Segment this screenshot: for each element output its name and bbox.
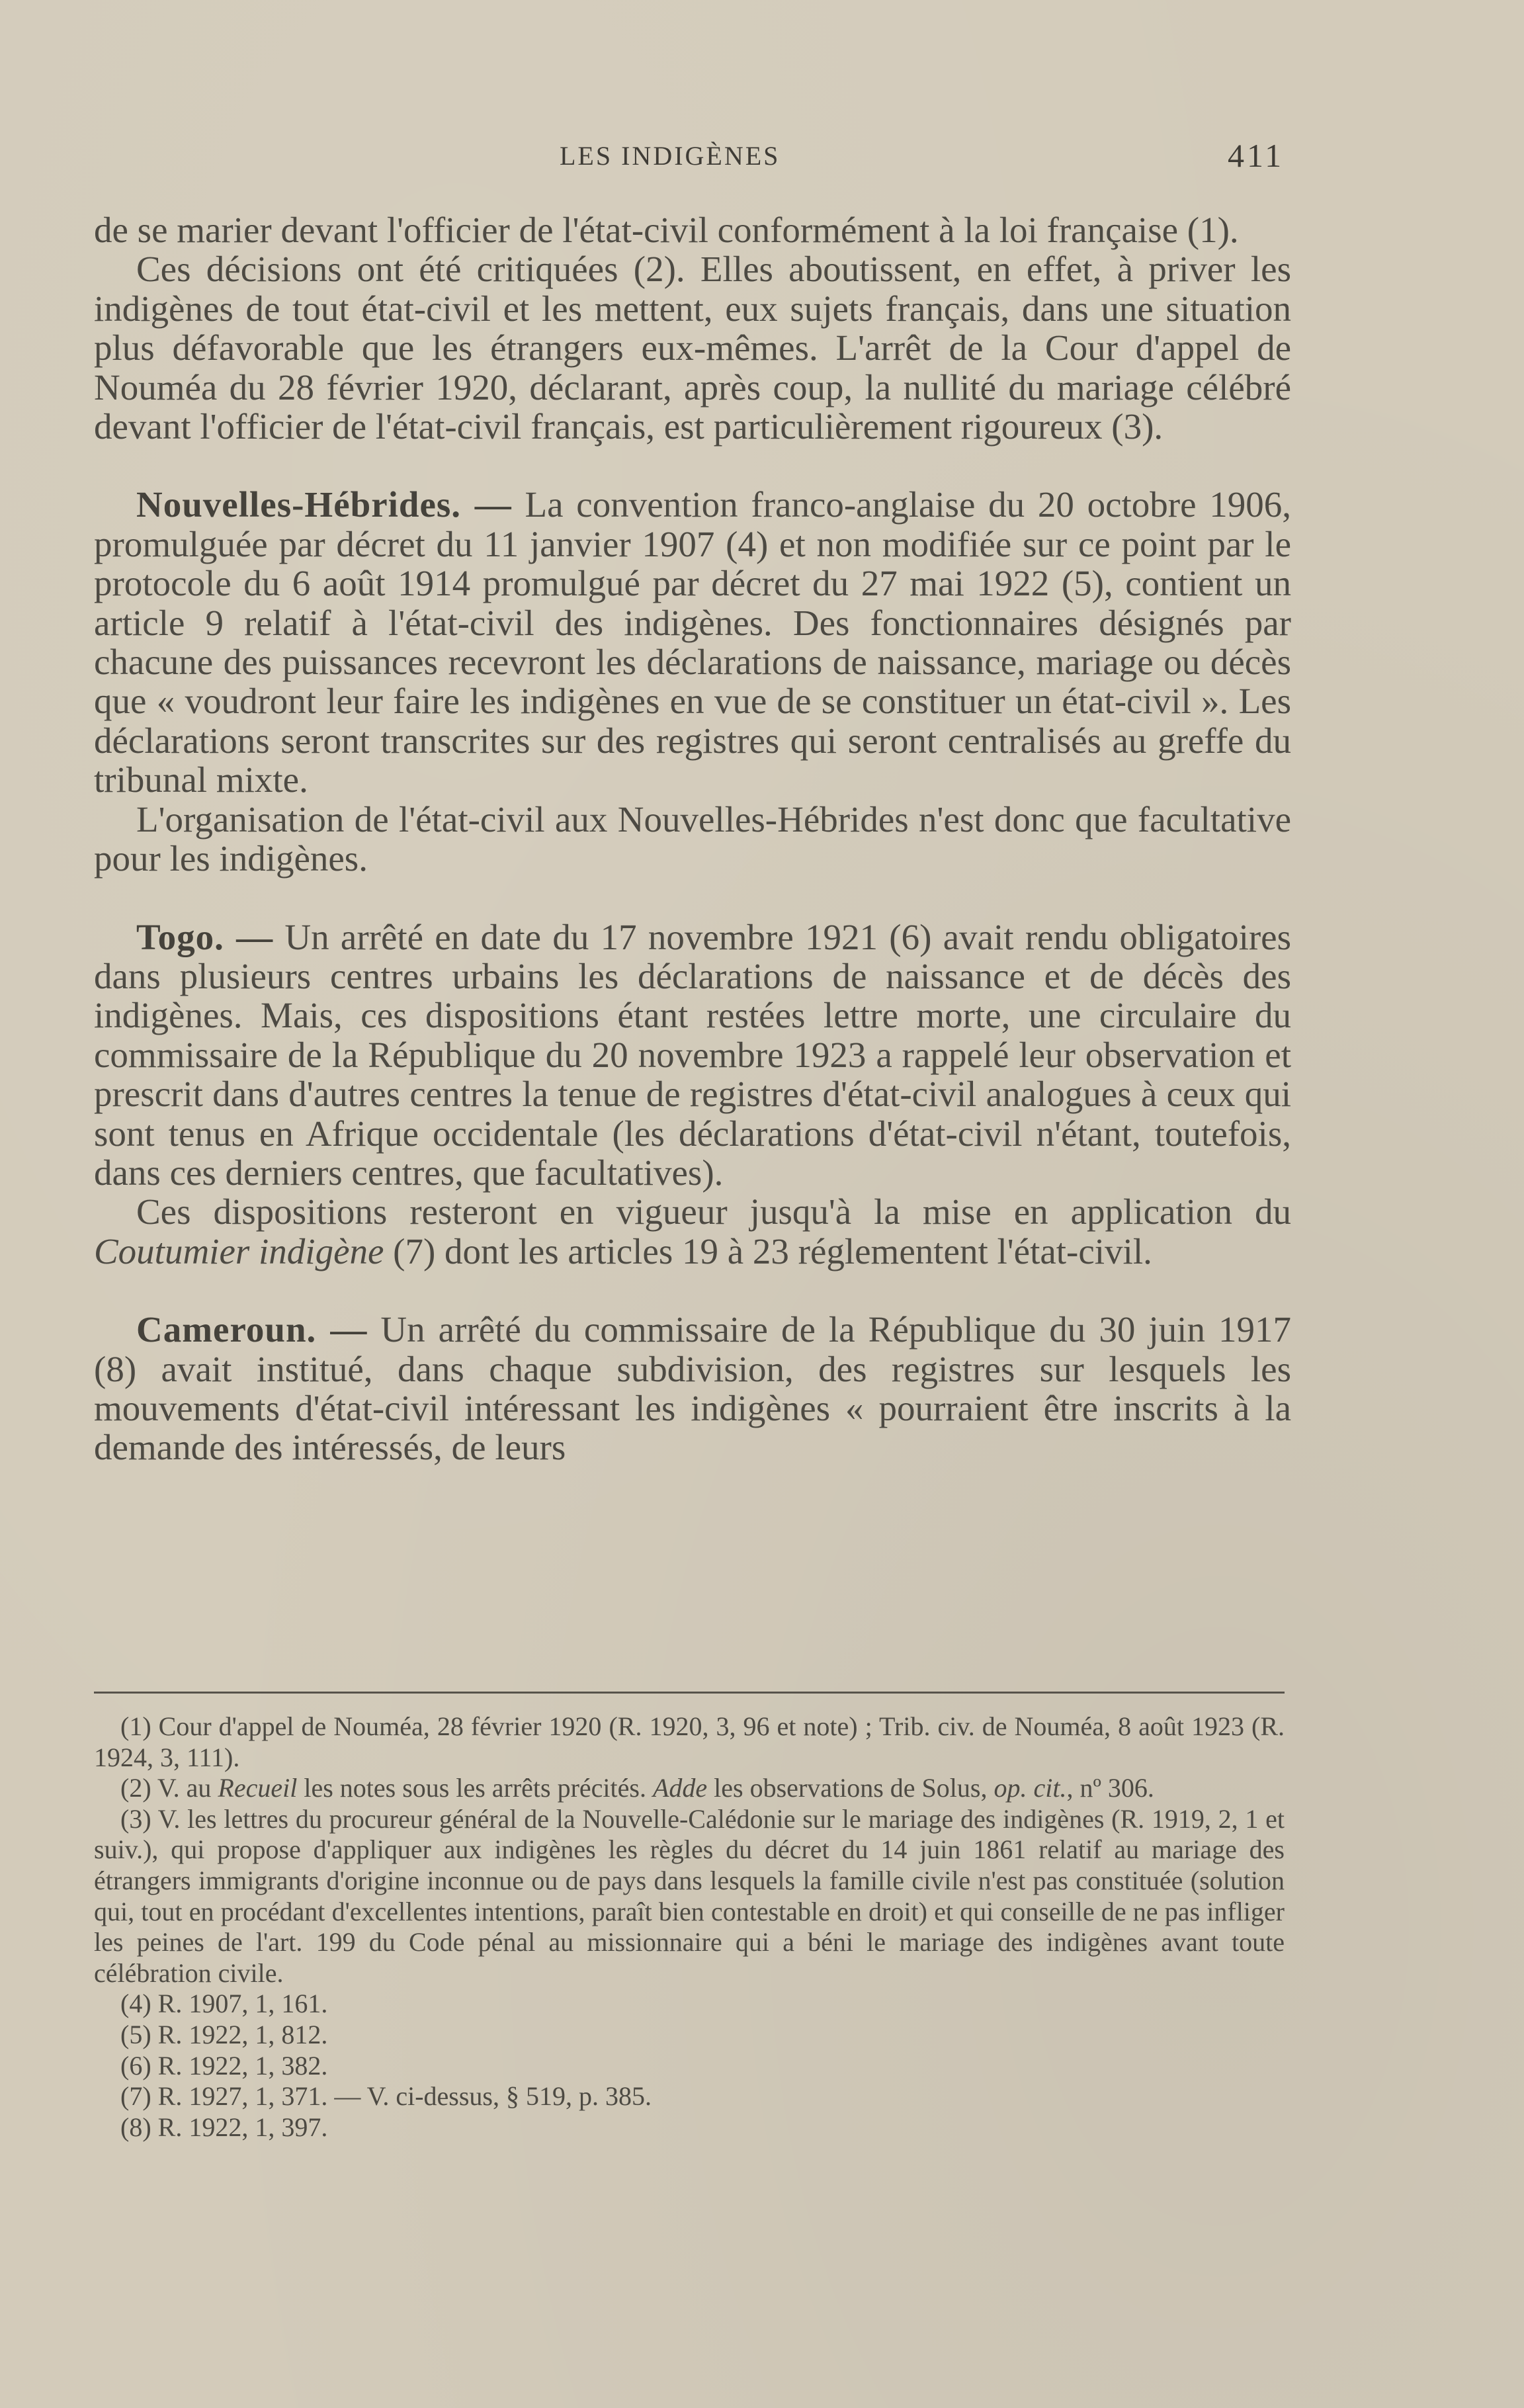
paragraph-togo-coutumier xyxy=(94,1192,1291,1271)
paragraph-continuation: de se marier devant l'officier de l'état-civil conformément à la loi française (1). xyxy=(94,210,1239,250)
footnote-2-recueil: Recueil xyxy=(218,1773,298,1803)
section-heading-nouvelles-hebrides: Nouvelles-Hébrides. — xyxy=(136,484,512,525)
footnote-2-part-a: (2) V. au xyxy=(120,1773,212,1803)
footnote-7: (7) R. 1927, 1, 371. — V. ci-dessus, § 519, p. 385. xyxy=(120,2081,652,2112)
footnote-4: (4) R. 1907, 1, 161. xyxy=(120,1989,328,2019)
footnote-separator xyxy=(94,1692,1285,1694)
footnote-2-part-c: les notes sous les arrêts précités. xyxy=(304,1773,646,1803)
footnote-2-adde: Adde xyxy=(652,1773,708,1803)
running-title: LES INDIGÈNES xyxy=(560,141,781,171)
paragraph-nouvelles-hebrides-conclusion: L'organisation de l'état-civil aux Nouvelles-Hébrides n'est donc que facultative pour les indigènes. xyxy=(94,798,1291,879)
footnote-6: (6) R. 1922, 1, 382. xyxy=(120,2050,328,2081)
page-number: 411 xyxy=(1228,137,1285,174)
page-header xyxy=(0,137,1524,180)
footnote-2 xyxy=(94,1773,1285,1804)
footnote-2-op-cit: op. cit. xyxy=(994,1773,1067,1803)
section-text-cameroun: Un arrêté du commissaire de la République du 30 juin 1917 (8) avait institué, dans chaque subdivision, des registres sur lesquels les mouvements d'état-civil intéressant les indigènes « pourraient être inscrits à la demande des intéressés, de leurs xyxy=(94,1309,1291,1468)
section-heading-togo: Togo. — xyxy=(136,916,274,957)
togo-text-before: Ces dispositions resteront en vigueur jusqu'à la mise en application du xyxy=(136,1191,1291,1232)
footnote-3: (3) V. les lettres du procureur général de la Nouvelle-Calédonie sur le mariage des indigènes (R. 1919, 2, 1 et suiv.), qui propose d'appliquer aux indigènes les règles du décret du 14 juin 1861 relatif au mariage des étrangers immigrants d'origine inconnue ou de pays dans lesquels la famille civile n'est pas constituée (solution qui, tout en procédant d'excellentes intentions, paraît bien contestable en droit) et qui conseille de ne pas infliger les peines de l'art. 199 du Code pénal au missionnaire qui a béni le mariage des indigènes avant toute célébration civile. xyxy=(94,1803,1285,1988)
main-text xyxy=(94,210,1291,1467)
section-heading-cameroun: Cameroun. — xyxy=(136,1309,368,1350)
section-togo xyxy=(94,918,1291,1193)
paragraph-critique: Ces décisions ont été critiquées (2). Elles aboutissent, en effet, à priver les indigènes de tout état-civil et les mettent, eux sujets français, dans une situation plus défavorable que les étrangers eux-mêmes. L'arrêt de la Cour d'appel de Nouméa du 28 février 1920, déclarant, après coup, la nullité du mariage célébré devant l'officier de l'état-civil français, est particulièrement rigoureux (3). xyxy=(94,249,1291,447)
section-text-togo: Un arrêté en date du 17 novembre 1921 (6) avait rendu obligatoires dans plusieurs centres urbains les déclarations de naissance et de décès des indigènes. Mais, ces dispositions étant restées lettre morte, une circulaire du commissaire de la République du 20 novembre 1923 a rappelé leur observation et prescrit dans d'autres centres la tenue de registres d'état-civil analogues à ceux qui sont tenus en Afrique occidentale (les déclarations d'état-civil n'étant, toutefois, dans ces derniers centres, que facultatives). xyxy=(94,916,1291,1193)
footnote-8: (8) R. 1922, 1, 397. xyxy=(120,2112,328,2142)
footnote-2-part-g: , nº 306. xyxy=(1066,1773,1154,1803)
togo-text-after: (7) dont les articles 19 à 23 réglementent l'état-civil. xyxy=(393,1230,1152,1271)
footnote-1: (1) Cour d'appel de Nouméa, 28 février 1920 (R. 1920, 3, 96 et note) ; Trib. civ. de Nouméa, 8 août 1923 (R. 1924, 3, 111). xyxy=(94,1711,1285,1772)
section-nouvelles-hebrides xyxy=(94,485,1291,799)
footnotes xyxy=(94,1711,1285,2143)
footnote-5: (5) R. 1922, 1, 812. xyxy=(120,2019,328,2049)
section-cameroun xyxy=(94,1310,1291,1467)
section-text-nouvelles-hebrides: La convention franco-anglaise du 20 octobre 1906, promulguée par décret du 11 janvier 1907 (4) et non modifiée sur ce point par le protocole du 6 août 1914 promulgué par décret du 27 mai 1922 (5), contient un article 9 relatif à l'état-civil des indigènes. Des fonctionnaires désignés par chacune des puissances recevront les déclarations de naissance, mariage ou décès que « voudront leur faire les indigènes en vue de se constituer un état-civil ». Les déclarations seront transcrites sur des registres qui seront centralisés au greffe du tribunal mixte. xyxy=(94,484,1291,800)
footnote-2-part-e: les observations de Solus, xyxy=(714,1773,988,1803)
togo-text-italic: Coutumier indigène xyxy=(94,1230,384,1271)
